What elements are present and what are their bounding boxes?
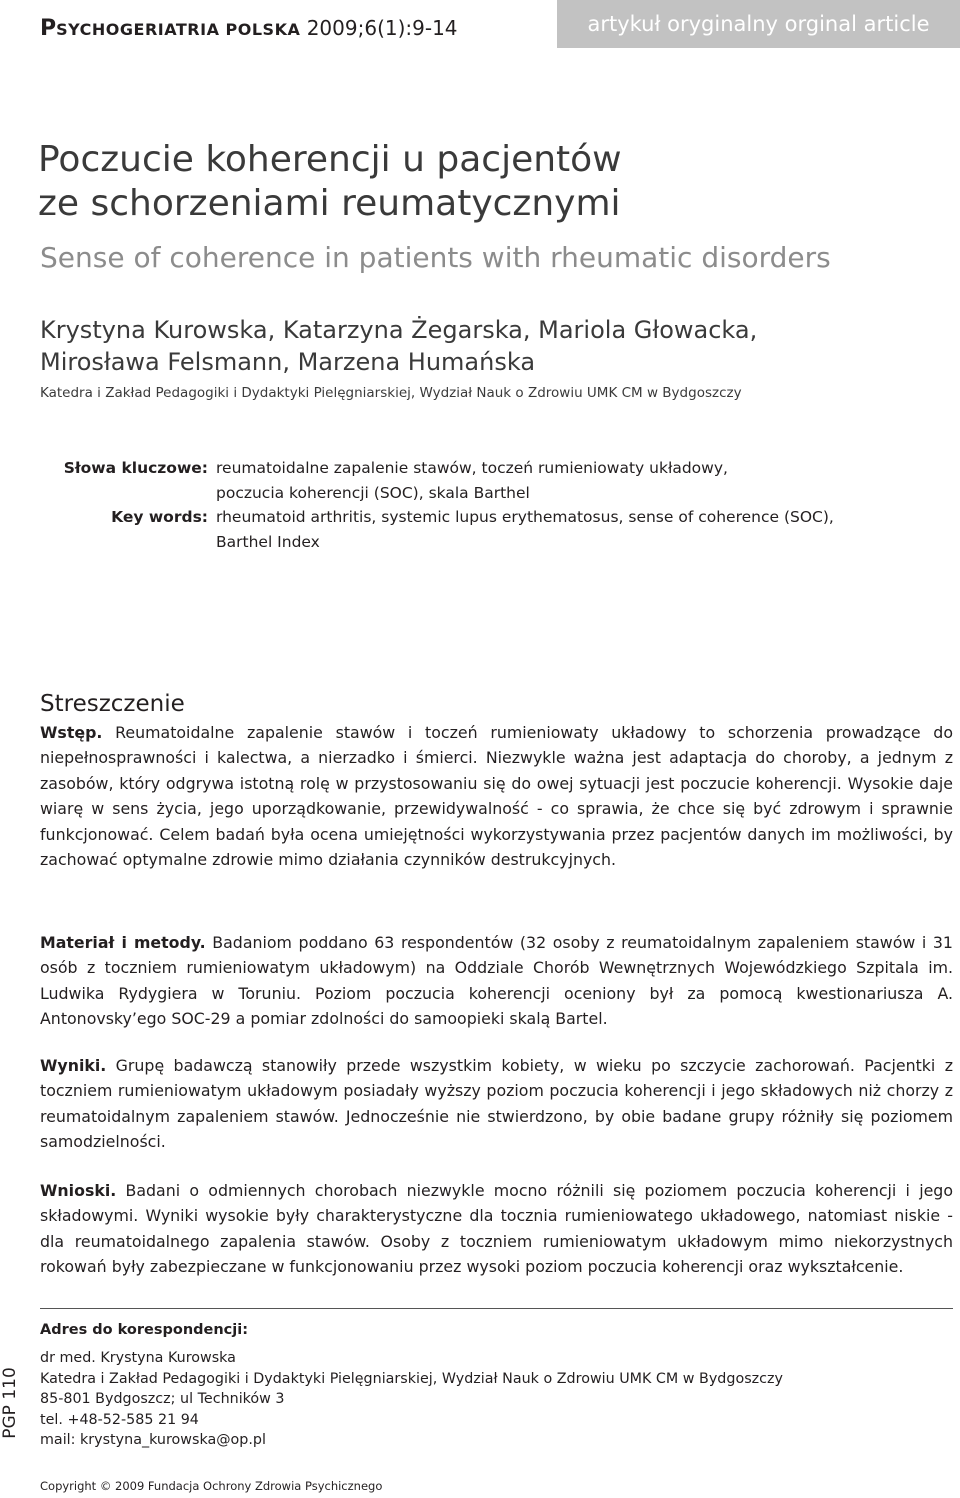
abstract-heading: Streszczenie (40, 691, 185, 717)
page-number-label: PGP 110 (0, 1367, 20, 1439)
article-type-en: orginal article (784, 12, 930, 36)
keywords-en (0, 505, 960, 555)
article-subtitle-en: Sense of coherence in patients with rheumatic disorders (40, 241, 831, 274)
authors-line-2: Mirosława Felsmann, Marzena Humańska (40, 348, 536, 376)
introduction-text: Reumatoidalne zapalenie stawów i toczeń rumieniowaty układowy to schorzenia prowadzące do niepełnosprawności i kalectwa, a nierzadko i śmierci. Niezwykle ważna jest adaptacja do choroby, a jednym z zasobów, który odgrywa istotną rolę w przystosowaniu się do owej sytuacji jest poczucie koherencji. Wysokie daje wiarę w sens życia, jego uporządkowanie, przewidywalność - co sprawia, że chce się być zdrowym i sprawnie funkcjonować. Celem badań była ocena umiejętności wykorzystywania przez pacjentów danych im możliwości, by zachować optymalne zdrowie mimo działania czynników destrukcyjnych. (40, 723, 953, 870)
keywords-en-label: Key words: (111, 508, 208, 526)
keywords-pl-line-2: poczucia koherencji (SOC), skala Barthel (216, 484, 530, 502)
keywords-pl (0, 456, 960, 506)
abstract-methods (40, 930, 953, 1032)
correspondence-name: dr med. Krystyna Kurowska (40, 1350, 236, 1366)
abstract-results (40, 1053, 953, 1155)
keywords-pl-line-1: reumatoidalne zapalenie stawów, toczeń rumieniowaty układowy, (216, 459, 728, 477)
author-list (40, 314, 757, 378)
author-affiliation: Katedra i Zakład Pedagogiki i Dydaktyki Pielęgniarskiej, Wydział Nauk o Zdrowiu UMK CM w Bydgoszczy (40, 385, 742, 401)
page-number-vertical (0, 1360, 20, 1446)
journal-name-initial: P (40, 16, 57, 41)
correspondence-address (40, 1348, 783, 1451)
correspondence-dept: Katedra i Zakład Pedagogiki i Dydaktyki Pielęgniarskiej, Wydział Nauk o Zdrowiu UMK CM w Bydgoszczy (40, 1370, 783, 1387)
authors-line-1: Krystyna Kurowska, Katarzyna Żegarska, Mariola Głowacka, (40, 316, 758, 344)
footer-divider (40, 1308, 953, 1309)
methods-text: Badaniom poddano 63 respondentów (32 osoby z reumatoidalnym zapaleniem stawów i 31 osób z toczniem rumieniowatym układowym) na Oddziale Chorób Wewnętrznych Wojewódzkiego Szpitala im. Ludwika Rydygiera w Toruniu. Poziom poczucia koherencji oceniony był za pomocą kwestionariusza A. Antonovsky’ego SOC-29 a pomiar zdolności do samoopieki skalą Bartel. (40, 933, 953, 1029)
article-type-badge (557, 0, 960, 48)
journal-citation (40, 14, 458, 44)
correspondence-phone: tel. +48-52-585 21 94 (40, 1411, 199, 1428)
correspondence-email[interactable]: mail: krystyna_kurowska@op.pl (40, 1432, 266, 1448)
journal-issue: 2009;6(1):9-14 (300, 16, 458, 40)
introduction-label: Wstęp. (40, 723, 103, 742)
copyright-notice: Copyright © 2009 Fundacja Ochrony Zdrowia Psychicznego (40, 1479, 383, 1493)
results-text: Grupę badawczą stanowiły przede wszystkim kobiety, w wieku po szczycie zachorowań. Pacjentki z toczniem rumieniowatym układowym posiadały wyższy poziom poczucia koherencji i jego składowych niż chorzy z reumatoidalnym zapaleniem stawów. Jednocześnie nie stwierdzono, by obie badane grupy różniły się poziomem samodzielności. (40, 1056, 953, 1152)
conclusions-label: Wnioski. (40, 1181, 117, 1200)
conclusions-text: Badani o odmiennych chorobach niezwykle mocno różnili się poziomem poczucia koherencji i jego składowymi. Wyniki wysokie były charakterystyczne dla tocznia rumieniowatego układowego, natomiast niskie - dla reumatoidalnego zapalenia stawów. Osoby z toczniem rumieniowatym układowym mimo niekorzystnych rokowań były zabezpieczane w funkcjonowaniu przez wysoki poziom poczucia koherencji oraz wykształcenie. (40, 1181, 953, 1277)
article-title (38, 138, 622, 226)
correspondence-street: 85-801 Bydgoszcz; ul Techników 3 (40, 1391, 285, 1407)
keywords-pl-text (216, 456, 956, 506)
correspondence-label: Adres do korespondencji: (40, 1322, 249, 1338)
abstract-conclusions (40, 1178, 953, 1280)
keywords-en-text (216, 505, 956, 555)
abstract-introduction (40, 720, 953, 872)
article-type-pl: artykuł oryginalny (587, 12, 778, 36)
keywords-en-line-1: rheumatoid arthritis, systemic lupus erythematosus, sense of coherence (SOC), (216, 508, 834, 526)
results-label: Wyniki. (40, 1056, 107, 1075)
journal-name-rest: SYCHOGERIATRIA POLSKA (56, 20, 301, 39)
methods-label: Materiał i metody. (40, 933, 206, 952)
keywords-en-line-2: Barthel Index (216, 533, 320, 551)
title-line-1: Poczucie koherencji u pacjentów (38, 139, 622, 180)
keywords-pl-label: Słowa kluczowe: (63, 459, 208, 477)
title-line-2: ze schorzeniami reumatycznymi (38, 183, 621, 224)
